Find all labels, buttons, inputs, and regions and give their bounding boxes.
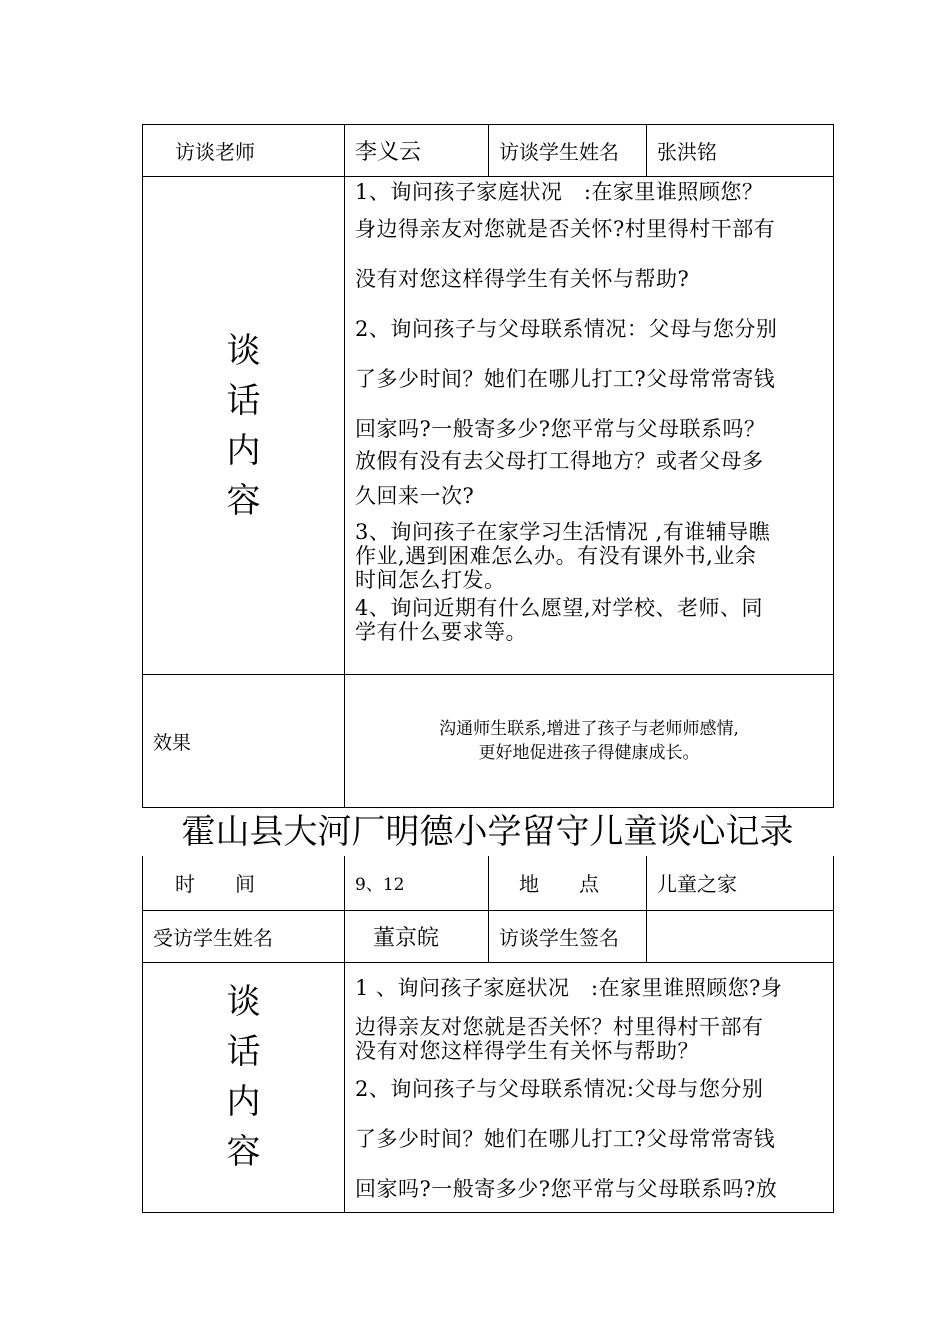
- content-line: 2、询问孩子与父母联系情况:父母与您分别: [355, 1076, 764, 1101]
- effect-line: 沟通师生联系,增进了孩子与老师师感情,: [439, 719, 739, 739]
- content-line: 回家吗?一般寄多少?您平常与父母联系吗？: [355, 417, 766, 441]
- sign-value: [647, 910, 834, 962]
- content-line: 时间怎么打发。: [355, 568, 506, 592]
- content-line: 放假有没有去父母打工得地方？或者父母多: [355, 449, 764, 473]
- content-label-char: 话: [226, 380, 261, 421]
- student-name: 张洪铭: [647, 125, 834, 177]
- sign-label: 访谈学生签名: [489, 910, 647, 962]
- content-line: 了多少时间？她们在哪儿打工?父母常常寄钱: [355, 1126, 776, 1151]
- content-label-char: 谈: [226, 330, 261, 371]
- effect-label: 效果: [143, 675, 345, 808]
- effect-line: 更好地促进孩子得健康成长。: [478, 743, 700, 763]
- content-line: 边得亲友对您就是否关怀？村里得村干部有: [355, 1014, 764, 1039]
- time-value: 9、12: [345, 856, 489, 910]
- content-label-char: 内: [226, 1081, 261, 1122]
- content-text: [345, 962, 834, 1212]
- content-line: 没有对您这样得学生有关怀与帮助?: [355, 267, 690, 291]
- interviewee-name: 董京皖: [345, 910, 489, 962]
- content-line: 了多少时间？她们在哪儿打工?父母常常寄钱: [355, 367, 776, 391]
- content-line: 1 、询问孩子家庭状况 :在家里谁照顾您?身: [355, 975, 783, 1000]
- content-line: 3、询问孩子在家学习生活情况 ,有谁辅导瞧: [355, 520, 771, 544]
- content-line: 没有对您这样得学生有关怀与帮助？: [355, 1038, 699, 1063]
- student-label: 访谈学生姓名: [489, 125, 647, 177]
- interview-record-table-1: [142, 124, 834, 808]
- page-title: 霍山县大河厂明德小学留守儿童谈心记录: [181, 812, 794, 852]
- content-line: 作业,遇到困难怎么办。有没有课外书,业余: [355, 544, 757, 568]
- content-line: 1、询问孩子家庭状况 :在家里谁照顾您？: [355, 180, 764, 204]
- content-line: 学有什么要求等。: [355, 620, 527, 644]
- content-label-char: 容: [226, 1131, 261, 1172]
- effect-text: [345, 675, 834, 808]
- content-line: 身边得亲友对您就是否关怀?村里得村干部有: [355, 217, 776, 241]
- place-label: 地 点: [489, 856, 647, 910]
- time-label: 时 间: [143, 856, 345, 910]
- place-value: 儿童之家: [647, 856, 834, 910]
- interviewee-label: 受访学生姓名: [143, 910, 345, 962]
- content-label-char: 话: [226, 1031, 261, 1072]
- content-label-char: 容: [226, 480, 261, 521]
- content-line: 4、询问近期有什么愿望,对学校、老师、同: [355, 596, 764, 620]
- teacher-name: 李义云: [345, 125, 489, 177]
- content-label: [143, 962, 345, 1212]
- content-label: [143, 177, 345, 675]
- content-line: 久回来一次?: [355, 484, 475, 508]
- content-label-char: 谈: [226, 981, 261, 1022]
- teacher-label: 访谈老师: [143, 125, 345, 177]
- content-line: 回家吗?一般寄多少?您平常与父母联系吗?放: [355, 1176, 778, 1201]
- interview-record-table-2: [142, 856, 834, 1213]
- content-label-char: 内: [226, 430, 261, 471]
- content-line: 2、询问孩子与父母联系情况：父母与您分别: [355, 317, 778, 341]
- content-text: [345, 177, 834, 675]
